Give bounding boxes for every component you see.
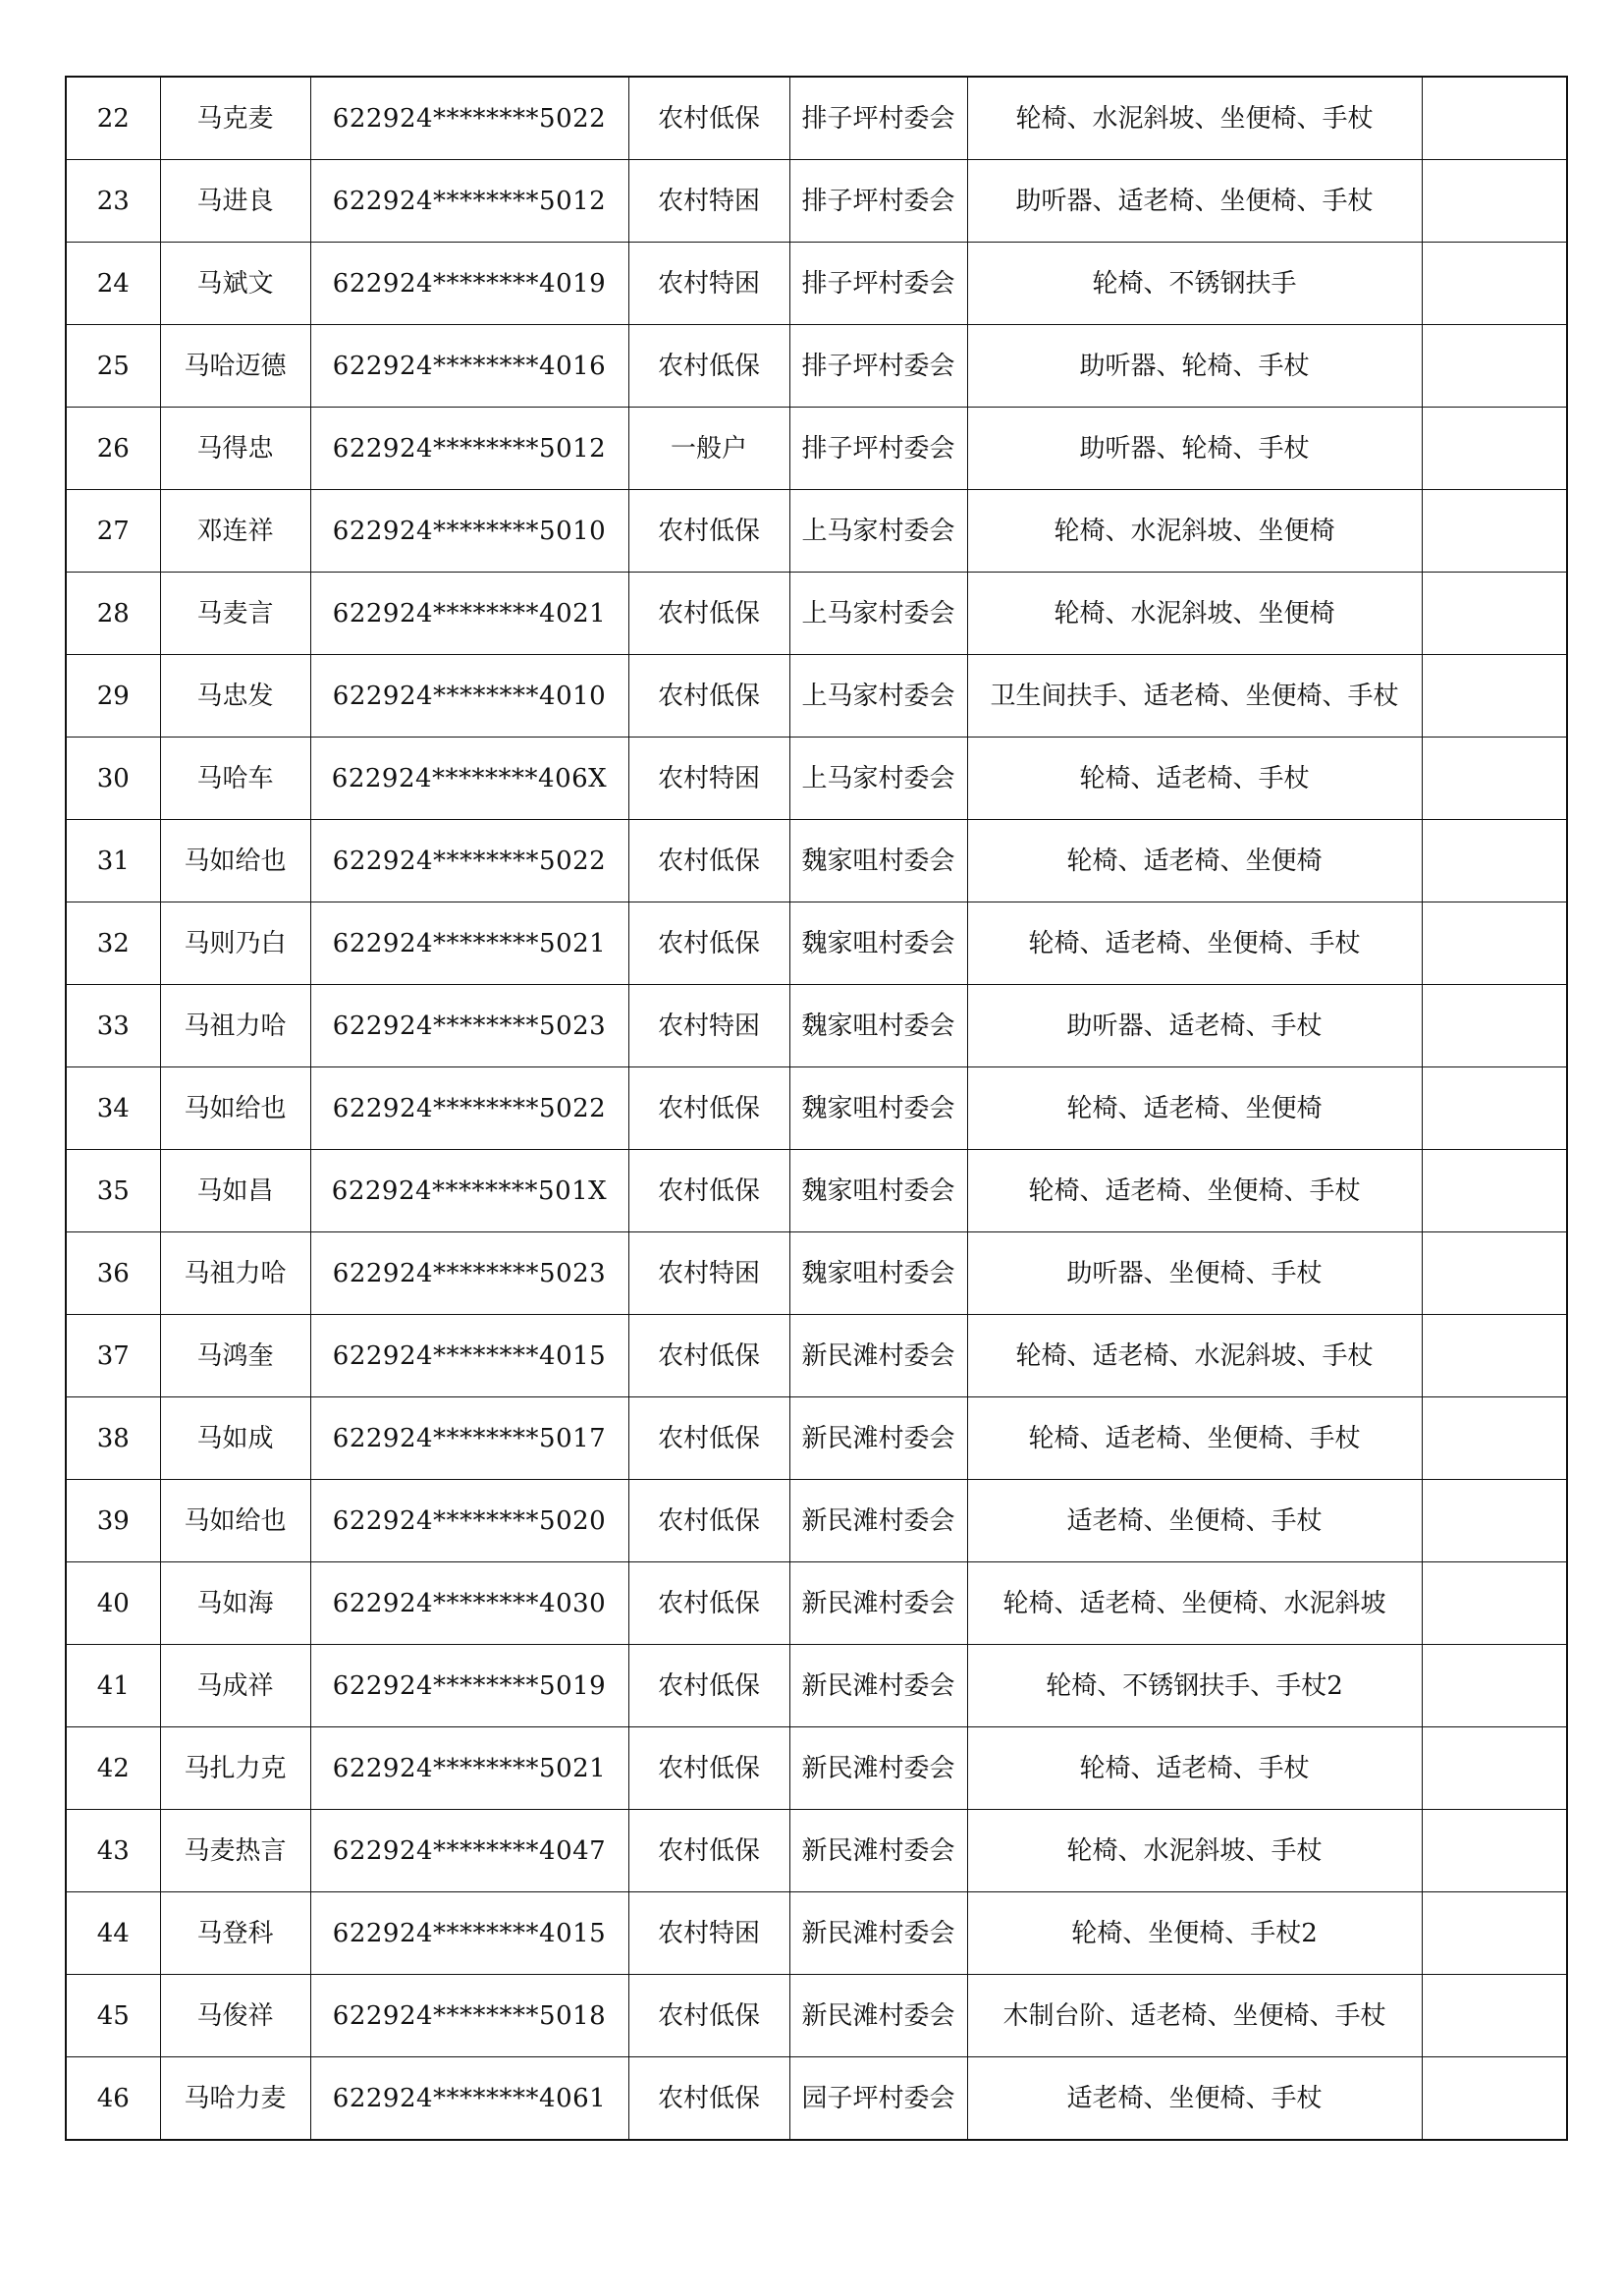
name-cell: 马如成: [160, 1397, 310, 1480]
remark-cell: [1422, 160, 1567, 243]
id-number-cell: 622924********4010: [310, 655, 628, 738]
table-row: [66, 1067, 1567, 1150]
category-cell: 农村低保: [628, 1727, 789, 1810]
aid-items-cell: 轮椅、适老椅、坐便椅、手杖: [967, 1150, 1422, 1232]
row-number-cell: 24: [66, 243, 160, 325]
village-committee-cell: 新民滩村委会: [789, 1892, 967, 1975]
remark-cell: [1422, 655, 1567, 738]
category-cell: 农村低保: [628, 325, 789, 408]
name-cell: 马麦热言: [160, 1810, 310, 1892]
row-number-cell: 34: [66, 1067, 160, 1150]
name-cell: 马忠发: [160, 655, 310, 738]
aid-items-cell: 轮椅、适老椅、水泥斜坡、手杖: [967, 1315, 1422, 1397]
village-committee-cell: 排子坪村委会: [789, 160, 967, 243]
name-cell: 马进良: [160, 160, 310, 243]
category-cell: 农村低保: [628, 1810, 789, 1892]
id-number-cell: 622924********406X: [310, 738, 628, 820]
name-cell: 马祖力哈: [160, 985, 310, 1067]
remark-cell: [1422, 1067, 1567, 1150]
row-number-cell: 45: [66, 1975, 160, 2057]
name-cell: 马俊祥: [160, 1975, 310, 2057]
village-committee-cell: 新民滩村委会: [789, 1397, 967, 1480]
name-cell: 马哈迈德: [160, 325, 310, 408]
village-committee-cell: 新民滩村委会: [789, 1810, 967, 1892]
remark-cell: [1422, 820, 1567, 902]
remark-cell: [1422, 408, 1567, 490]
id-number-cell: 622924********5018: [310, 1975, 628, 2057]
name-cell: 马如给也: [160, 1480, 310, 1562]
id-number-cell: 622924********4016: [310, 325, 628, 408]
id-number-cell: 622924********4015: [310, 1315, 628, 1397]
id-number-cell: 622924********501X: [310, 1150, 628, 1232]
table-row: [66, 985, 1567, 1067]
id-number-cell: 622924********5010: [310, 490, 628, 573]
id-number-cell: 622924********5012: [310, 408, 628, 490]
id-number-cell: 622924********4030: [310, 1562, 628, 1645]
remark-cell: [1422, 1810, 1567, 1892]
row-number-cell: 42: [66, 1727, 160, 1810]
category-cell: 农村特困: [628, 243, 789, 325]
aid-items-cell: 助听器、坐便椅、手杖: [967, 1232, 1422, 1315]
id-number-cell: 622924********5022: [310, 820, 628, 902]
row-number-cell: 37: [66, 1315, 160, 1397]
remark-cell: [1422, 1892, 1567, 1975]
name-cell: 马如给也: [160, 1067, 310, 1150]
category-cell: 农村低保: [628, 1975, 789, 2057]
remark-cell: [1422, 1975, 1567, 2057]
row-number-cell: 39: [66, 1480, 160, 1562]
category-cell: 农村低保: [628, 1562, 789, 1645]
id-number-cell: 622924********5022: [310, 77, 628, 160]
table-row: [66, 160, 1567, 243]
table-row: [66, 1645, 1567, 1727]
aid-items-cell: 轮椅、适老椅、坐便椅、手杖: [967, 1397, 1422, 1480]
aid-items-cell: 适老椅、坐便椅、手杖: [967, 1480, 1422, 1562]
village-committee-cell: 新民滩村委会: [789, 1645, 967, 1727]
table-row: [66, 1562, 1567, 1645]
village-committee-cell: 上马家村委会: [789, 573, 967, 655]
aid-items-cell: 轮椅、坐便椅、手杖2: [967, 1892, 1422, 1975]
name-cell: 马鸿奎: [160, 1315, 310, 1397]
table-row: [66, 2057, 1567, 2141]
category-cell: 农村低保: [628, 1150, 789, 1232]
village-committee-cell: 排子坪村委会: [789, 408, 967, 490]
table-row: [66, 1232, 1567, 1315]
table-row: [66, 77, 1567, 160]
remark-cell: [1422, 1397, 1567, 1480]
aid-items-cell: 轮椅、适老椅、坐便椅: [967, 1067, 1422, 1150]
table-row: [66, 1727, 1567, 1810]
id-number-cell: 622924********5020: [310, 1480, 628, 1562]
beneficiary-table: [65, 76, 1568, 2141]
row-number-cell: 22: [66, 77, 160, 160]
table-row: [66, 1480, 1567, 1562]
aid-items-cell: 轮椅、不锈钢扶手、手杖2: [967, 1645, 1422, 1727]
table-row: [66, 325, 1567, 408]
category-cell: 一般户: [628, 408, 789, 490]
remark-cell: [1422, 985, 1567, 1067]
category-cell: 农村特困: [628, 1892, 789, 1975]
aid-items-cell: 轮椅、适老椅、坐便椅: [967, 820, 1422, 902]
name-cell: 马斌文: [160, 243, 310, 325]
village-committee-cell: 上马家村委会: [789, 738, 967, 820]
id-number-cell: 622924********4047: [310, 1810, 628, 1892]
category-cell: 农村特困: [628, 738, 789, 820]
aid-items-cell: 轮椅、水泥斜坡、坐便椅: [967, 490, 1422, 573]
name-cell: 邓连祥: [160, 490, 310, 573]
table-row: [66, 1397, 1567, 1480]
name-cell: 马如给也: [160, 820, 310, 902]
name-cell: 马祖力哈: [160, 1232, 310, 1315]
category-cell: 农村特困: [628, 985, 789, 1067]
remark-cell: [1422, 902, 1567, 985]
village-committee-cell: 魏家咀村委会: [789, 902, 967, 985]
category-cell: 农村低保: [628, 902, 789, 985]
id-number-cell: 622924********5019: [310, 1645, 628, 1727]
id-number-cell: 622924********4021: [310, 573, 628, 655]
village-committee-cell: 上马家村委会: [789, 655, 967, 738]
category-cell: 农村低保: [628, 1397, 789, 1480]
aid-items-cell: 木制台阶、适老椅、坐便椅、手杖: [967, 1975, 1422, 2057]
village-committee-cell: 排子坪村委会: [789, 325, 967, 408]
name-cell: 马登科: [160, 1892, 310, 1975]
id-number-cell: 622924********5023: [310, 985, 628, 1067]
category-cell: 农村低保: [628, 2057, 789, 2141]
name-cell: 马成祥: [160, 1645, 310, 1727]
table-row: [66, 820, 1567, 902]
category-cell: 农村低保: [628, 573, 789, 655]
category-cell: 农村低保: [628, 820, 789, 902]
table-row: [66, 1150, 1567, 1232]
id-number-cell: 622924********5022: [310, 1067, 628, 1150]
table-row: [66, 1975, 1567, 2057]
aid-items-cell: 轮椅、适老椅、手杖: [967, 1727, 1422, 1810]
village-committee-cell: 上马家村委会: [789, 490, 967, 573]
aid-items-cell: 轮椅、水泥斜坡、坐便椅: [967, 573, 1422, 655]
id-number-cell: 622924********5017: [310, 1397, 628, 1480]
row-number-cell: 27: [66, 490, 160, 573]
row-number-cell: 43: [66, 1810, 160, 1892]
remark-cell: [1422, 243, 1567, 325]
aid-items-cell: 轮椅、不锈钢扶手: [967, 243, 1422, 325]
category-cell: 农村特困: [628, 1232, 789, 1315]
row-number-cell: 44: [66, 1892, 160, 1975]
remark-cell: [1422, 1232, 1567, 1315]
row-number-cell: 23: [66, 160, 160, 243]
row-number-cell: 28: [66, 573, 160, 655]
remark-cell: [1422, 1562, 1567, 1645]
name-cell: 马则乃白: [160, 902, 310, 985]
village-committee-cell: 园子坪村委会: [789, 2057, 967, 2141]
table-row: [66, 902, 1567, 985]
aid-items-cell: 助听器、适老椅、坐便椅、手杖: [967, 160, 1422, 243]
row-number-cell: 46: [66, 2057, 160, 2141]
village-committee-cell: 新民滩村委会: [789, 1480, 967, 1562]
table-row: [66, 408, 1567, 490]
remark-cell: [1422, 2057, 1567, 2141]
row-number-cell: 31: [66, 820, 160, 902]
remark-cell: [1422, 1645, 1567, 1727]
aid-items-cell: 轮椅、适老椅、坐便椅、水泥斜坡: [967, 1562, 1422, 1645]
table-row: [66, 1810, 1567, 1892]
name-cell: 马哈车: [160, 738, 310, 820]
row-number-cell: 29: [66, 655, 160, 738]
id-number-cell: 622924********5021: [310, 1727, 628, 1810]
village-committee-cell: 新民滩村委会: [789, 1727, 967, 1810]
aid-items-cell: 适老椅、坐便椅、手杖: [967, 2057, 1422, 2141]
remark-cell: [1422, 1727, 1567, 1810]
category-cell: 农村特困: [628, 160, 789, 243]
remark-cell: [1422, 1315, 1567, 1397]
village-committee-cell: 排子坪村委会: [789, 77, 967, 160]
id-number-cell: 622924********5021: [310, 902, 628, 985]
aid-items-cell: 助听器、适老椅、手杖: [967, 985, 1422, 1067]
id-number-cell: 622924********5012: [310, 160, 628, 243]
table-row: [66, 1315, 1567, 1397]
category-cell: 农村低保: [628, 1480, 789, 1562]
id-number-cell: 622924********4015: [310, 1892, 628, 1975]
category-cell: 农村低保: [628, 490, 789, 573]
category-cell: 农村低保: [628, 655, 789, 738]
category-cell: 农村低保: [628, 77, 789, 160]
village-committee-cell: 新民滩村委会: [789, 1975, 967, 2057]
village-committee-cell: 新民滩村委会: [789, 1562, 967, 1645]
name-cell: 马哈力麦: [160, 2057, 310, 2141]
table-row: [66, 490, 1567, 573]
remark-cell: [1422, 1480, 1567, 1562]
table-row: [66, 655, 1567, 738]
name-cell: 马扎力克: [160, 1727, 310, 1810]
id-number-cell: 622924********4061: [310, 2057, 628, 2141]
aid-items-cell: 轮椅、适老椅、坐便椅、手杖: [967, 902, 1422, 985]
row-number-cell: 26: [66, 408, 160, 490]
village-committee-cell: 排子坪村委会: [789, 243, 967, 325]
row-number-cell: 25: [66, 325, 160, 408]
table-body: [66, 77, 1567, 2140]
row-number-cell: 33: [66, 985, 160, 1067]
remark-cell: [1422, 77, 1567, 160]
village-committee-cell: 魏家咀村委会: [789, 985, 967, 1067]
row-number-cell: 32: [66, 902, 160, 985]
remark-cell: [1422, 1150, 1567, 1232]
aid-items-cell: 助听器、轮椅、手杖: [967, 408, 1422, 490]
category-cell: 农村低保: [628, 1067, 789, 1150]
village-committee-cell: 魏家咀村委会: [789, 820, 967, 902]
aid-items-cell: 轮椅、适老椅、手杖: [967, 738, 1422, 820]
category-cell: 农村低保: [628, 1315, 789, 1397]
category-cell: 农村低保: [628, 1645, 789, 1727]
village-committee-cell: 新民滩村委会: [789, 1315, 967, 1397]
remark-cell: [1422, 325, 1567, 408]
table-row: [66, 243, 1567, 325]
name-cell: 马麦言: [160, 573, 310, 655]
id-number-cell: 622924********4019: [310, 243, 628, 325]
remark-cell: [1422, 490, 1567, 573]
remark-cell: [1422, 573, 1567, 655]
row-number-cell: 38: [66, 1397, 160, 1480]
row-number-cell: 41: [66, 1645, 160, 1727]
id-number-cell: 622924********5023: [310, 1232, 628, 1315]
name-cell: 马克麦: [160, 77, 310, 160]
aid-items-cell: 轮椅、水泥斜坡、手杖: [967, 1810, 1422, 1892]
table-row: [66, 573, 1567, 655]
village-committee-cell: 魏家咀村委会: [789, 1150, 967, 1232]
row-number-cell: 40: [66, 1562, 160, 1645]
aid-items-cell: 卫生间扶手、适老椅、坐便椅、手杖: [967, 655, 1422, 738]
village-committee-cell: 魏家咀村委会: [789, 1067, 967, 1150]
row-number-cell: 30: [66, 738, 160, 820]
remark-cell: [1422, 738, 1567, 820]
aid-items-cell: 轮椅、水泥斜坡、坐便椅、手杖: [967, 77, 1422, 160]
village-committee-cell: 魏家咀村委会: [789, 1232, 967, 1315]
table-row: [66, 1892, 1567, 1975]
aid-items-cell: 助听器、轮椅、手杖: [967, 325, 1422, 408]
name-cell: 马得忠: [160, 408, 310, 490]
name-cell: 马如海: [160, 1562, 310, 1645]
table-row: [66, 738, 1567, 820]
row-number-cell: 35: [66, 1150, 160, 1232]
name-cell: 马如昌: [160, 1150, 310, 1232]
row-number-cell: 36: [66, 1232, 160, 1315]
